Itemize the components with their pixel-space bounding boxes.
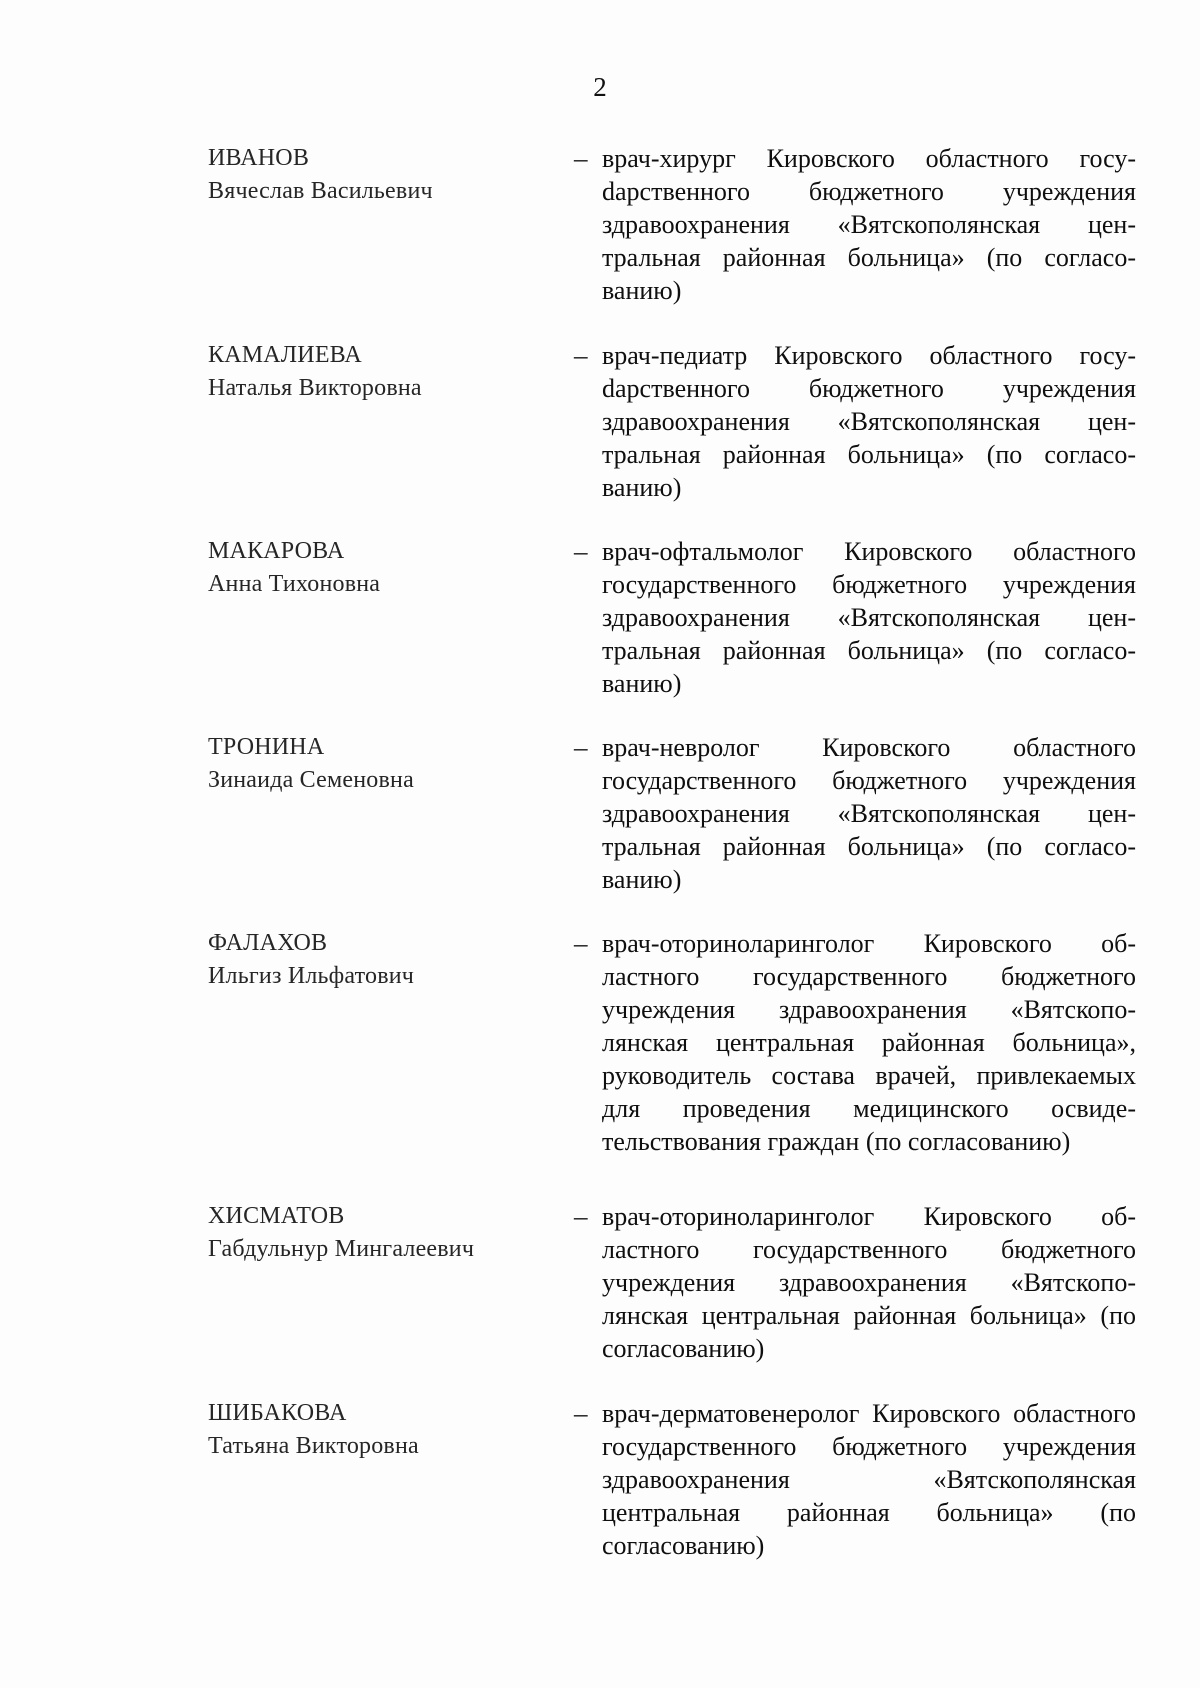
surname: КАМАЛИЕВА	[208, 342, 362, 368]
dash: –	[574, 1201, 588, 1231]
dash: –	[574, 340, 588, 370]
given-names: Наталья Викторовна	[208, 375, 422, 401]
role-description: врач-невролог Кировского областного государственного бюджетного учреждения здравоохранения «Вятскополянская центральная районная больница» (по согласованию)	[602, 733, 1136, 894]
surname: МАКАРОВА	[208, 538, 345, 564]
given-names: Татьяна Викторовна	[208, 1433, 419, 1459]
person-name	[208, 1200, 538, 1266]
given-names: Ильгиз Ильфатович	[208, 963, 415, 989]
dash: –	[574, 536, 588, 566]
surname: ТРОНИНА	[208, 734, 325, 760]
page-number: 2	[593, 72, 607, 102]
surname: ИВАНОВ	[208, 145, 310, 171]
given-names: Габдульнур Мингалеевич	[208, 1236, 475, 1262]
person-name	[208, 731, 538, 797]
role-description: врач-педиатр Кировского областного госуdарственного бюджетного учреждения здравоохранения «Вятскополянская центральная районная больница» (по согласованию)	[602, 341, 1136, 502]
person-name	[208, 927, 538, 993]
role-description: врач-оториноларинголог Кировского областного государственного бюджетного учреждения здравоохранения «Вятскополянская центральная районная больница» (по согласованию)	[602, 1202, 1136, 1363]
role-description: врач-хирург Кировского областного госуdарственного бюджетного учреждения здравоохранения «Вятскополянская центральная районная больница» (по согласованию)	[602, 144, 1136, 305]
dash: –	[574, 732, 588, 762]
person-name	[208, 535, 538, 601]
dash: –	[574, 143, 588, 173]
surname: ФАЛАХОВ	[208, 930, 328, 956]
role-description: врач-оториноларинголог Кировского областного государственного бюджетного учреждения здравоохранения «Вятскополянская центральная районная больница», руководитель состава врачей, привлекаемых для проведения медицинского освидетельствования граждан (по согласованию)	[602, 929, 1136, 1156]
dash: –	[574, 928, 588, 958]
given-names: Зинаида Семеновна	[208, 767, 414, 793]
surname: ШИБАКОВА	[208, 1400, 347, 1426]
given-names: Вячеслав Васильевич	[208, 178, 433, 204]
role-description: врач-дерматовенеролог Кировского областного государственного бюджетного учреждения здравоохранения «Вятскополянская центральная районная больница» (по согласованию)	[602, 1399, 1136, 1560]
person-name	[208, 1397, 538, 1463]
person-name	[208, 142, 538, 208]
person-name	[208, 339, 538, 405]
role-description: врач-офтальмолог Кировского областного государственного бюджетного учреждения здравоохранения «Вятскополянская центральная районная больница» (по согласованию)	[602, 537, 1136, 698]
dash: –	[574, 1398, 588, 1428]
given-names: Анна Тихоновна	[208, 571, 381, 597]
surname: ХИСМАТОВ	[208, 1203, 345, 1229]
